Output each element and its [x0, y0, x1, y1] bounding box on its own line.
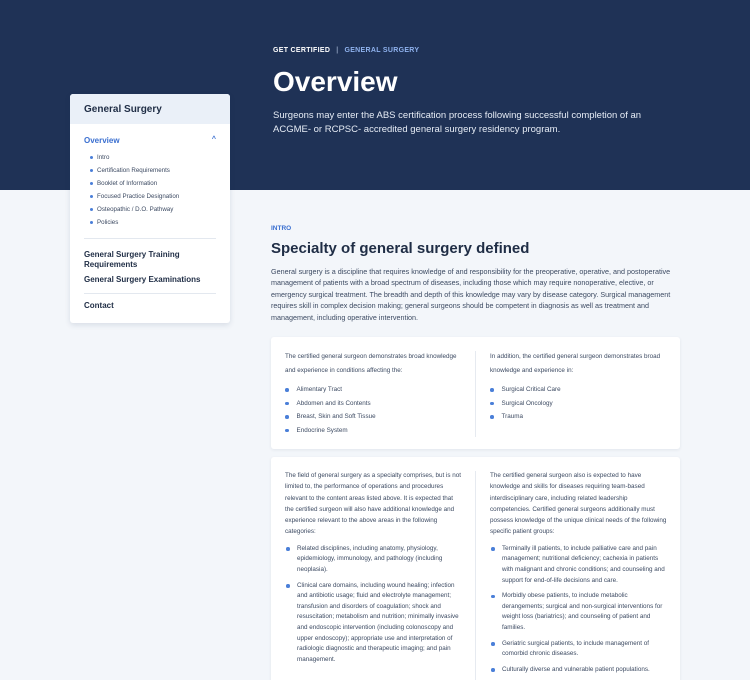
- sidebar-subitem-booklet[interactable]: Booklet of Information: [90, 177, 179, 190]
- sidebar-item-training-requirements[interactable]: General Surgery Training Requirements: [84, 250, 180, 269]
- list-item: Surgical Oncology: [490, 397, 668, 411]
- specialty-scope-card: [271, 457, 680, 680]
- bullet-list: [490, 383, 668, 424]
- sidebar-subitem-intro[interactable]: Intro: [90, 151, 179, 164]
- column-divider: [475, 351, 476, 437]
- list-item: Endocrine System: [285, 424, 463, 438]
- card-intro: In addition, the certified general surgeon demonstrates broad knowledge and experience in:: [490, 353, 661, 374]
- section-label: INTRO: [271, 225, 292, 232]
- list-item: Geriatric surgical patients, to include management of comorbid chronic diseases.: [490, 639, 668, 660]
- list-item: Abdomen and its Contents: [285, 397, 463, 411]
- list-item: Terminally ill patients, to include palliative care and pain management; nutritional deficiency; cachexia in patients with malignant and chronic conditions; and counseling and support for end-of-life decisions and care.: [490, 544, 668, 586]
- sidebar-subitem-policies[interactable]: Policies: [90, 216, 179, 229]
- list-item: Culturally diverse and vulnerable patient populations.: [490, 665, 668, 676]
- page-title: Overview: [273, 66, 398, 97]
- bullet-list: [285, 544, 463, 666]
- list-item: Alimentary Tract: [285, 383, 463, 397]
- card-column-left: [285, 350, 463, 437]
- section-body: General surgery is a discipline that requires knowledge of and responsibility for the preoperative, operative, and postoperative management of patients with a broad spectrum of diseases, including those which may require nonoperative, elective, or emergency surgical treatment. The breadth and depth of this knowledge may vary by disease category. Surgical management requires skill in complex decision making; general surgeons should be competent in diagnosis as well as treatment and management, including operative intervention.: [271, 267, 671, 322]
- sidebar-subitem-certification-requirements[interactable]: Certification Requirements: [90, 164, 179, 177]
- card-intro: The field of general surgery as a specialty comprises, but is not limited to, the performance of operations and procedures relevant to the content areas listed above. It is expected that the certified surgeon will also have additional knowledge and experience relevant to the above areas in the following categories:: [285, 472, 462, 536]
- chevron-up-icon[interactable]: ^: [211, 136, 216, 143]
- card-column-right: [490, 470, 668, 680]
- sidebar-divider: [84, 293, 216, 294]
- section-title: Specialty of general surgery defined: [271, 240, 530, 257]
- bullet-list: [490, 544, 668, 676]
- sidebar-heading[interactable]: General Surgery: [70, 94, 230, 124]
- card-column-right: [490, 350, 668, 424]
- overview-sublist: [90, 151, 179, 229]
- breadcrumb-separator: |: [336, 47, 339, 54]
- column-divider: [475, 471, 476, 680]
- sidebar-item-overview[interactable]: [84, 136, 216, 145]
- sidebar-subitem-focused-practice[interactable]: Focused Practice Designation: [90, 190, 179, 203]
- list-item: Surgical Critical Care: [490, 383, 668, 397]
- conditions-card: [271, 337, 680, 449]
- list-item: Clinical care domains, including wound healing; infection and antibiotic usage; fluid and electrolyte management; transfusion and disorders of coagulation; shock and resuscitation; metabolism and nutrition; minimally invasive and endoscopic intervention (including colonoscopy and upper endoscopy); appropriate use and interpretation of radiologic diagnostic and therapeutic imaging; and pain management.: [285, 581, 463, 666]
- card-intro: The certified general surgeon demonstrates broad knowledge and experience in conditions affecting the:: [285, 353, 457, 374]
- list-item: Morbidly obese patients, to include metabolic derangements; surgical and non-surgical interventions for weight loss (bariatrics); and counseling of patient and families.: [490, 591, 668, 633]
- breadcrumb: [273, 47, 419, 54]
- sidebar-item-contact[interactable]: Contact: [84, 301, 114, 310]
- list-item: Trauma: [490, 410, 668, 424]
- breadcrumb-get-certified[interactable]: GET CERTIFIED: [273, 47, 331, 54]
- hero-description: Surgeons may enter the ABS certification process following successful completion of an ACGME- or RCPSC- accredited general surgery residency program.: [273, 110, 642, 135]
- list-item: Breast, Skin and Soft Tissue: [285, 410, 463, 424]
- breadcrumb-general-surgery[interactable]: GENERAL SURGERY: [344, 47, 420, 54]
- card-intro: The certified general surgeon also is expected to have knowledge and skills for diseases requiring team-based interdisciplinary care, including related leadership competencies. Certified general surgeons additionally must possess knowledge of the unique clinical needs of the following specific patient groups:: [490, 472, 667, 536]
- sidebar-subitem-osteopathic[interactable]: Osteopathic / D.O. Pathway: [90, 203, 179, 216]
- sidebar-item-examinations[interactable]: General Surgery Examinations: [84, 275, 201, 284]
- bullet-list: [285, 383, 463, 437]
- sidebar-divider: [84, 238, 216, 239]
- list-item: Related disciplines, including anatomy, physiology, epidemiology, immunology, and pathology (including neoplasia).: [285, 544, 463, 576]
- sidebar-item-overview-label: Overview: [84, 136, 120, 145]
- card-column-left: [285, 470, 463, 670]
- sidebar-nav: [70, 94, 230, 323]
